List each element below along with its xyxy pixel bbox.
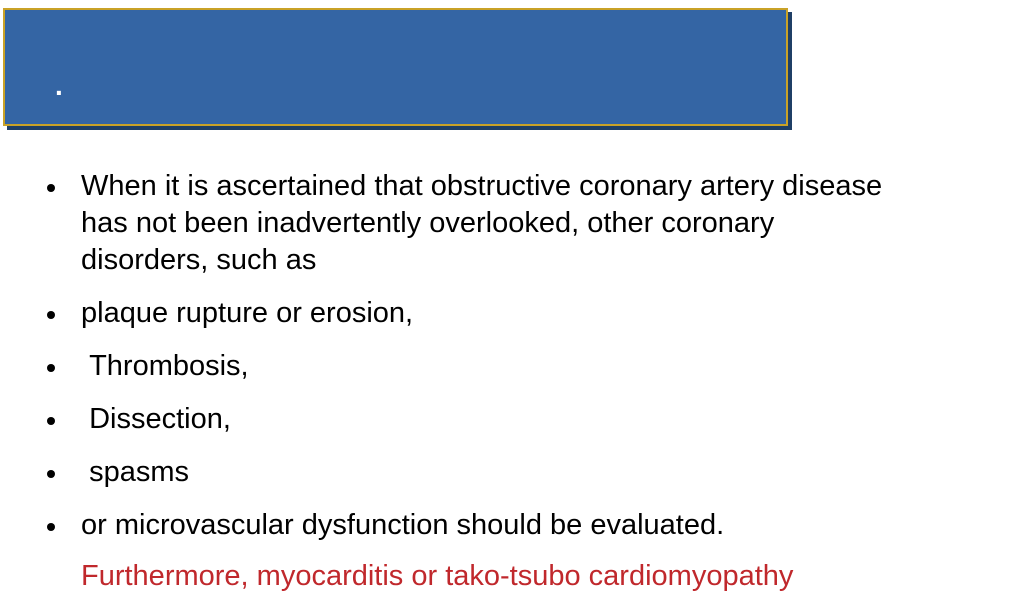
bullet-dot-icon [47,523,55,531]
bullet-text: plaque rupture or erosion, [81,297,414,329]
bullet-dot-icon [47,311,55,319]
bullet-dot-icon [47,364,55,372]
bullet-dot-icon [47,184,55,192]
slide-title: . [55,70,63,101]
bullet-text-highlight: Furthermore, myocarditis or tako-tsubo cardiomyopathy [81,560,794,592]
bullet-text: Dissection, [81,403,231,435]
bullet-dot-icon [47,417,55,425]
bullet-text: When it is ascertained that obstructive coronary artery disease has not been inadvertently overlooked, other coronary disorders, such as [81,170,891,276]
bullet-text: Thrombosis, [81,350,249,382]
bullet-text: or microvascular dysfunction should be evaluated. [81,509,725,541]
bullet-dot-icon [47,470,55,478]
bullet-text: spasms [81,456,189,488]
